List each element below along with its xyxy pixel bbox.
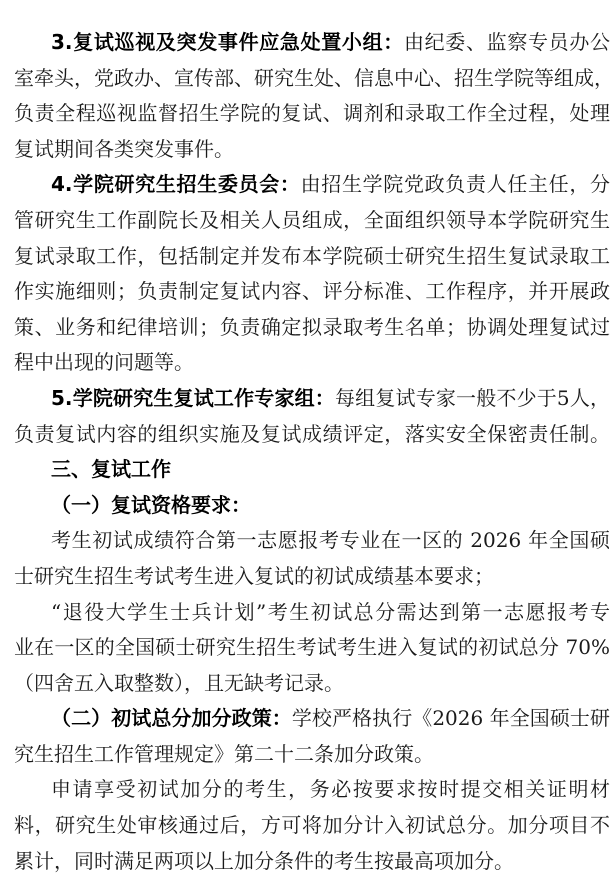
item-title: 4.学院研究生招生委员会： bbox=[51, 172, 301, 197]
item-title: 3.复试巡视及突发事件应急处置小组： bbox=[51, 30, 404, 54]
text-line: 业在一区的全国硕士研究生招生考试考生进入复试的初试总分 70% bbox=[14, 635, 610, 660]
text-span: 由招生学院党政负责人任主任，分 bbox=[300, 172, 611, 197]
item-title: 5.学院研究生复试工作专家组： bbox=[51, 385, 335, 410]
text-line: 室牵头，党政办、宣传部、研究生处、信息中心、招生学院等组成， bbox=[14, 65, 614, 90]
text-line: （四舍五入取整数），且无缺考记录。 bbox=[14, 670, 344, 695]
paragraph-inspection-group bbox=[14, 25, 614, 167]
text-line: 管研究生工作副院长及相关人员组成，全面组织领导本学院研究生 bbox=[14, 207, 610, 232]
text-line: 士研究生招生考试考生进入复试的初试成绩基本要求； bbox=[14, 563, 494, 588]
subsection-heading: （二）初试总分加分政策： bbox=[51, 706, 292, 731]
paragraph-admissions-committee bbox=[14, 167, 610, 381]
text-line: 申请享受初试加分的考生，务必按要求按时提交相关证明材 bbox=[51, 777, 610, 802]
text-line: 究生招生工作管理规定》第二十二条加分政策。 bbox=[14, 741, 434, 766]
text-line: 考生初试成绩符合第一志愿报考专业在一区的 2026 年全国硕 bbox=[51, 528, 610, 553]
text-line bbox=[14, 167, 610, 203]
text-line: 程中出现的问题等。 bbox=[14, 350, 194, 375]
text-line: “退役大学生士兵计划”考生初试总分需达到第一志愿报考专 bbox=[51, 599, 610, 624]
text-span: 学校严格执行《2026 年全国硕士研 bbox=[291, 706, 611, 731]
section-heading: 三、复试工作 bbox=[51, 457, 171, 482]
text-line: 策、业务和纪律培训；负责确定拟录取考生名单；协调处理复试过 bbox=[14, 314, 610, 339]
text-line bbox=[14, 25, 610, 61]
text-line bbox=[14, 701, 610, 737]
text-line: 作实施细则；负责制定复试内容、评分标准、工作程序，并开展政 bbox=[14, 279, 610, 304]
text-line: 负责全程巡视监督招生学院的复试、调剂和录取工作全过程，处理 bbox=[14, 101, 610, 126]
text-span: 每组复试专家一般不少于5人， bbox=[334, 385, 610, 410]
text-line: 累计，同时满足两项以上加分条件的考生按最高项加分。 bbox=[14, 848, 514, 873]
paragraph-bonus-policy bbox=[14, 701, 610, 772]
paragraph-eligibility bbox=[14, 523, 610, 594]
paragraph-expert-group bbox=[14, 381, 610, 452]
paragraph-bonus-application bbox=[14, 772, 610, 879]
text-line: 负责复试内容的组织实施及复试成绩评定，落实安全保密责任制。 bbox=[14, 421, 610, 446]
subsection-heading: （一）复试资格要求： bbox=[51, 492, 251, 517]
text-line bbox=[14, 381, 610, 417]
paragraph-veteran-plan bbox=[14, 595, 610, 702]
text-line: 复试期间各类突发事件。 bbox=[14, 136, 234, 161]
text-span: 由纪委、监察专员办公 bbox=[403, 30, 611, 54]
text-line: 复试录取工作，包括制定并发布本学院硕士研究生招生复试录取工 bbox=[14, 243, 610, 268]
text-line: 料，研究生处审核通过后，方可将加分计入初试总分。加分项目不 bbox=[14, 813, 610, 838]
